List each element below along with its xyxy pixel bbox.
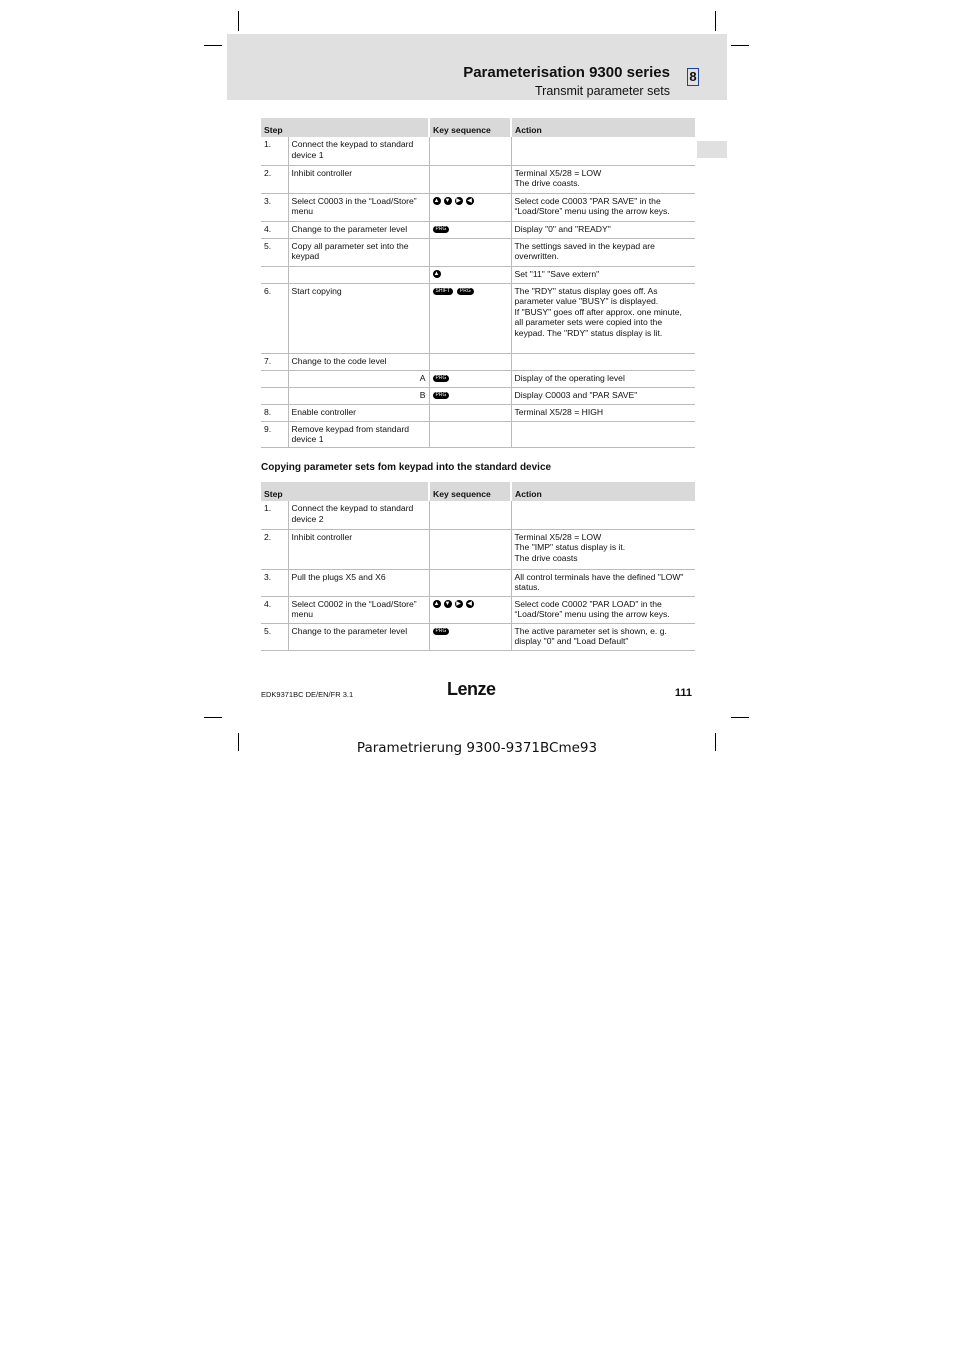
prg-key-icon: PRG: [433, 628, 450, 635]
step-number: 3.: [261, 569, 288, 596]
key-sequence: [429, 404, 511, 421]
table-row: [261, 193, 695, 221]
key-sequence: [429, 137, 511, 165]
key-sequence: [429, 387, 511, 404]
step-number: [261, 370, 288, 387]
table-body: [261, 501, 695, 650]
step-number: 6.: [261, 283, 288, 353]
step-action: Terminal X5/28 = LOW The drive coasts.: [511, 165, 695, 193]
key-sequence: [429, 283, 511, 353]
lenze-logo: Lenze: [447, 679, 496, 699]
step-action: Terminal X5/28 = HIGH: [511, 404, 695, 421]
step-action: Display "0" and "READY": [511, 221, 695, 238]
step-action: Terminal X5/28 = LOW The "IMP" status display is it. The drive coasts: [511, 529, 695, 569]
step-description: Remove keypad from standard device 1: [288, 421, 429, 447]
step-action: Display of the operating level: [511, 370, 695, 387]
step-description: [288, 266, 429, 283]
step-action: [511, 137, 695, 165]
crop-mark: [238, 11, 239, 31]
key-sequence: [429, 193, 511, 221]
table-row: [261, 137, 695, 165]
prg-key-icon: PRG: [433, 375, 450, 382]
table-row: [261, 283, 695, 353]
step-description: Change to the parameter level: [288, 221, 429, 238]
table-row: [261, 221, 695, 238]
step-substep-label: A: [288, 370, 429, 387]
table-row: [261, 529, 695, 569]
column-header-step: Step: [261, 482, 429, 501]
step-action: The active parameter set is shown, e. g. display "0" and "Load Default": [511, 623, 695, 650]
step-number: 3.: [261, 193, 288, 221]
step-description: Select C0002 in the “Load/Store” menu: [288, 596, 429, 623]
column-header-action: Action: [511, 118, 695, 137]
key-sequence: [429, 501, 511, 529]
table-row: [261, 404, 695, 421]
chapter-side-tab: [697, 141, 727, 158]
step-number: 1.: [261, 137, 288, 165]
step-number: 1.: [261, 501, 288, 529]
crop-mark: [204, 45, 222, 46]
step-number: 5.: [261, 623, 288, 650]
key-sequence: [429, 238, 511, 266]
table-body: [261, 137, 695, 447]
steps-table-save: [261, 118, 695, 448]
step-action: The settings saved in the keypad are overwritten.: [511, 238, 695, 266]
column-header-action: Action: [511, 482, 695, 501]
step-number: 5.: [261, 238, 288, 266]
column-header-keys: Key sequence: [429, 482, 511, 501]
key-sequence: [429, 569, 511, 596]
step-action: [511, 501, 695, 529]
key-sequence: [429, 370, 511, 387]
step-action: Set "11" "Save extern": [511, 266, 695, 283]
table-row: [261, 165, 695, 193]
step-description: Start copying: [288, 283, 429, 353]
arrow-right-key-icon: ▶: [456, 601, 461, 608]
file-caption: Parametrierung 9300-9371BCme93: [356, 740, 598, 756]
table-row: [261, 623, 695, 650]
step-description: Connect the keypad to standard device 1: [288, 137, 429, 165]
step-number: 4.: [261, 596, 288, 623]
step-number: 7.: [261, 353, 288, 370]
arrow-up-key-icon: ▲: [433, 271, 440, 278]
key-sequence: [429, 421, 511, 447]
step-action: Select code C0002 "PAR LOAD" in the “Load/Store” menu using the arrow keys.: [511, 596, 695, 623]
table-row: [261, 501, 695, 529]
step-action: All control terminals have the defined "LOW" status.: [511, 569, 695, 596]
step-description: Inhibit controller: [288, 529, 429, 569]
prg-key-icon: PRG: [433, 226, 450, 233]
arrow-up-key-icon: ▲: [433, 198, 440, 205]
step-number: [261, 266, 288, 283]
table-row: [261, 387, 695, 404]
shift-key-icon: SHIFT: [433, 288, 453, 295]
step-action: The "RDY" status display goes off. As parameter value "BUSY" is displayed. If "BUSY" goes off after approx. one minute, all parameter sets were copied into the keypad. The "RDY" status display is lit.: [511, 283, 695, 353]
step-description: Inhibit controller: [288, 165, 429, 193]
crop-mark: [204, 717, 222, 718]
step-description: Connect the keypad to standard device 2: [288, 501, 429, 529]
column-header-step: Step: [261, 118, 429, 137]
step-action: Display C0003 and "PAR SAVE": [511, 387, 695, 404]
table-row: [261, 421, 695, 447]
table-row: [261, 266, 695, 283]
arrow-up-key-icon: ▲: [433, 601, 440, 608]
step-action: [511, 421, 695, 447]
step-description: Pull the plugs X5 and X6: [288, 569, 429, 596]
column-header-keys: Key sequence: [429, 118, 511, 137]
step-action: [511, 353, 695, 370]
crop-mark: [731, 45, 749, 46]
step-description: Change to the parameter level: [288, 623, 429, 650]
page-number: 111: [674, 687, 692, 699]
arrow-down-key-icon: ▼: [444, 601, 451, 608]
step-description: Change to the code level: [288, 353, 429, 370]
step-action: Select code C0003 "PAR SAVE" in the “Load/Store” menu using the arrow keys.: [511, 193, 695, 221]
arrow-left-key-icon: ◀: [467, 601, 472, 608]
step-number: 9.: [261, 421, 288, 447]
crop-mark: [731, 717, 749, 718]
page-title: Parameterisation 9300 series: [463, 64, 670, 81]
prg-key-icon: PRG: [457, 288, 474, 295]
step-description: Copy all parameter set into the keypad: [288, 238, 429, 266]
key-sequence: [429, 623, 511, 650]
key-sequence: [429, 596, 511, 623]
chapter-number: 8: [687, 68, 699, 86]
step-substep-label: B: [288, 387, 429, 404]
step-description: Select C0003 in the “Load/Store” menu: [288, 193, 429, 221]
table-row: [261, 353, 695, 370]
table-row: [261, 238, 695, 266]
step-number: 4.: [261, 221, 288, 238]
key-sequence: [429, 221, 511, 238]
table-row: [261, 569, 695, 596]
page-subtitle: Transmit parameter sets: [535, 84, 670, 98]
steps-table-load: [261, 482, 695, 651]
arrow-right-key-icon: ▶: [456, 198, 461, 205]
prg-key-icon: PRG: [433, 392, 450, 399]
step-number: 8.: [261, 404, 288, 421]
step-number: 2.: [261, 529, 288, 569]
step-description: Enable controller: [288, 404, 429, 421]
key-sequence: [429, 529, 511, 569]
table-row: [261, 370, 695, 387]
arrow-left-key-icon: ◀: [467, 198, 472, 205]
section-heading: Copying parameter sets fom keypad into the standard device: [261, 462, 552, 473]
table-row: [261, 596, 695, 623]
crop-mark: [715, 11, 716, 31]
key-sequence: [429, 165, 511, 193]
step-number: [261, 387, 288, 404]
document-code: EDK9371BC DE/EN/FR 3.1: [261, 690, 354, 699]
key-sequence: [429, 266, 511, 283]
key-sequence: [429, 353, 511, 370]
step-number: 2.: [261, 165, 288, 193]
arrow-down-key-icon: ▼: [444, 198, 451, 205]
